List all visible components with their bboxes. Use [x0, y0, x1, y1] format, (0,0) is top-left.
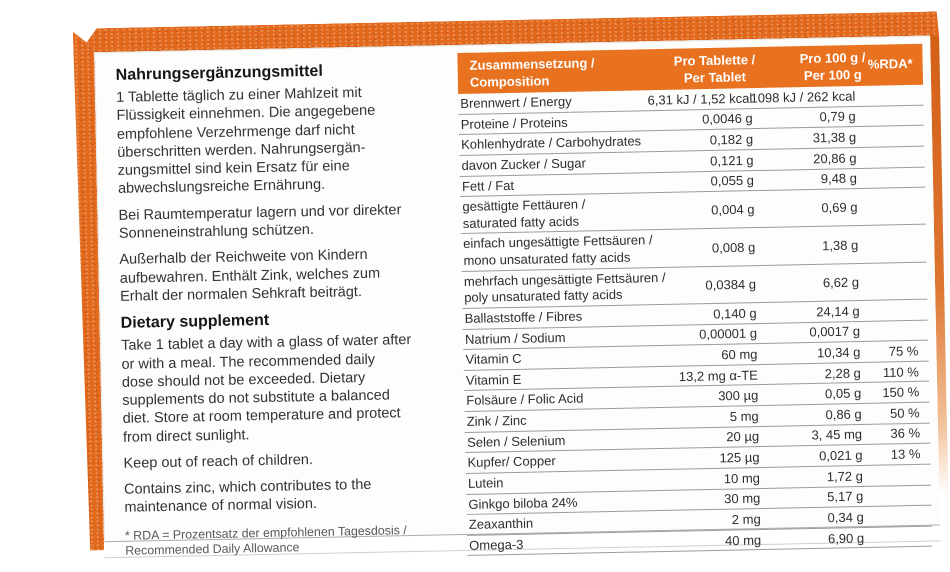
per-100g-value: 0,34 g [827, 509, 864, 526]
header-composition: Zusammensetzung / Composition [469, 55, 595, 90]
per-tablet-value: 6,31 kJ / 1,52 kcal [647, 90, 753, 108]
per-100g-value: 3, 45 mg [811, 426, 863, 443]
per-100g-value: 1098 kJ / 262 kcal [750, 88, 856, 106]
german-storage-paragraph: Bei Raumtemperatur lagern und vor direkter Sonneneinstrahlung schützen. [118, 201, 402, 242]
nutrient-label: Folsäure / Folic Acid [466, 390, 584, 409]
per-tablet-value: 0,121 g [710, 152, 754, 169]
per-tablet-value: 0,182 g [709, 131, 754, 148]
per-100g-value: 20,86 g [812, 150, 857, 167]
per-100g-value: 0,021 g [818, 447, 863, 464]
per-100g-value: 6,62 g [822, 274, 860, 290]
english-children-paragraph: Keep out of reach of children. [123, 451, 314, 472]
per-tablet-value: 0,00001 g [699, 325, 758, 343]
per-tablet-value: 0,008 g [711, 239, 756, 255]
nutrient-label: Zink / Zinc [466, 412, 527, 429]
per-tablet-value: 2 mg [731, 511, 761, 528]
per-100g-value: 24,14 g [816, 303, 860, 320]
rda-value: 75 % [888, 343, 919, 359]
nutrient-label: Natrium / Sodium [464, 329, 566, 347]
header-per-100g: Pro 100 g / Per 100 g [799, 49, 866, 83]
nutrient-label: Ballaststoffe / Fibres [464, 308, 583, 326]
nutrient-label: Lutein [467, 475, 504, 491]
panel-face [94, 36, 940, 558]
nutrient-label: Vitamin E [465, 371, 522, 388]
per-tablet-value: 0,0384 g [705, 276, 757, 293]
nutrient-label: Fett / Fat [461, 177, 515, 194]
nutrient-label: Brennwert / Energy [460, 93, 572, 111]
nutrient-label: davon Zucker / Sugar [461, 155, 587, 173]
per-100g-value: 0,69 g [821, 199, 858, 216]
nutrient-label: Vitamin C [465, 350, 522, 368]
nutrient-label: Proteine / Proteins [460, 114, 568, 132]
rda-value: 50 % [889, 405, 920, 421]
per-100g-value: 6,90 g [827, 530, 865, 546]
rda-footnote: * RDA = Prozentsatz der empfohlenen Tagesdosis / Recommended Daily Allowance [124, 522, 407, 558]
per-tablet-value: 0,004 g [711, 201, 755, 218]
nutrient-label: Zeaxanthin [468, 515, 534, 533]
english-dosage-paragraph: Take 1 tablet a day with a glass of water after or with a meal. The recommended daily dose should not be exceeded. Dietary supplements do not substitute a balanced diet. Store at room temperature and protect from direct sunlight. [120, 332, 412, 446]
per-100g-value: 5,17 g [827, 488, 864, 505]
per-100g-value: 10,34 g [816, 344, 861, 361]
per-tablet-value: 0,055 g [710, 172, 755, 189]
nutrient-label: Kupfer/ Copper [467, 453, 556, 471]
per-tablet-value: 30 mg [724, 490, 761, 507]
nutrient-label: Kohlenhydrate / Carbohydrates [461, 133, 642, 153]
nutrient-label: gesättigte Fettäuren / saturated fatty acids [462, 196, 586, 231]
per-100g-value: 0,86 g [825, 406, 862, 423]
per-tablet-value: 60 mg [721, 346, 758, 363]
per-100g-value: 31,38 g [812, 129, 857, 146]
per-100g-value: 2,28 g [824, 365, 861, 381]
german-heading: Nahrungsergänzungsmittel [115, 62, 323, 84]
rda-value: 36 % [890, 425, 921, 442]
per-tablet-value: 300 µg [718, 387, 759, 404]
per-tablet-value: 10 mg [723, 470, 761, 486]
nutrient-label: Selen / Selenium [466, 432, 566, 450]
per-100g-value: 9,48 g [820, 170, 858, 187]
table-rows [458, 85, 932, 557]
nutrient-label: Omega-3 [469, 536, 524, 553]
per-tablet-value: 20 µg [726, 428, 760, 445]
per-tablet-value: 125 µg [719, 449, 760, 466]
rda-value: 110 % [882, 363, 919, 380]
per-100g-value: 0,0017 g [809, 323, 861, 340]
german-dosage-paragraph: 1 Tablette täglich zu einer Mahlzeit mit Flüssigkeit einnehmen. Die angegebene empfohlene Verzehrmenge darf nicht überschritten werden. Nahrungsergän- zungsmittel sind kein Ersatz für eine abwechslungsreiche Ernährung. [116, 85, 376, 198]
supplement-box-back-panel [73, 11, 949, 558]
nutrient-label: mehrfach ungesättigte Fettsäuren / poly unsaturated fatty acids [463, 269, 666, 306]
english-heading: Dietary supplement [120, 311, 270, 332]
nutrient-label: Ginkgo biloba 24% [468, 494, 578, 512]
per-tablet-value: 40 mg [724, 532, 762, 548]
per-100g-value: 0,79 g [819, 108, 856, 125]
english-zinc-paragraph: Contains zinc, which contributes to the maintenance of normal vision. [123, 476, 372, 517]
per-tablet-value: 5 mg [729, 408, 759, 424]
nutrition-table [457, 44, 932, 557]
per-tablet-value: 0,0046 g [701, 111, 753, 128]
per-tablet-value: 0,140 g [713, 305, 757, 322]
header-rda: %RDA* [867, 55, 913, 72]
german-children-paragraph: Außerhalb der Reichweite von Kindern aufbewahren. Enthält Zink, welches zum Erhalt der normalen Sehkraft beiträgt. [119, 247, 381, 305]
rda-value: 13 % [890, 446, 921, 462]
per-100g-value: 0,05 g [824, 385, 862, 402]
per-100g-value: 1,38 g [821, 237, 859, 253]
rda-value: 150 % [882, 384, 920, 401]
usage-text-panel [116, 59, 464, 559]
per-tablet-value: 13,2 mg α-TE [678, 367, 758, 384]
per-100g-value: 1,72 g [826, 468, 864, 484]
nutrient-label: einfach ungesättigte Fettsäuren / mono unsaturated fatty acids [463, 232, 653, 268]
header-per-tablet: Pro Tablette / Per Tablet [673, 52, 756, 86]
